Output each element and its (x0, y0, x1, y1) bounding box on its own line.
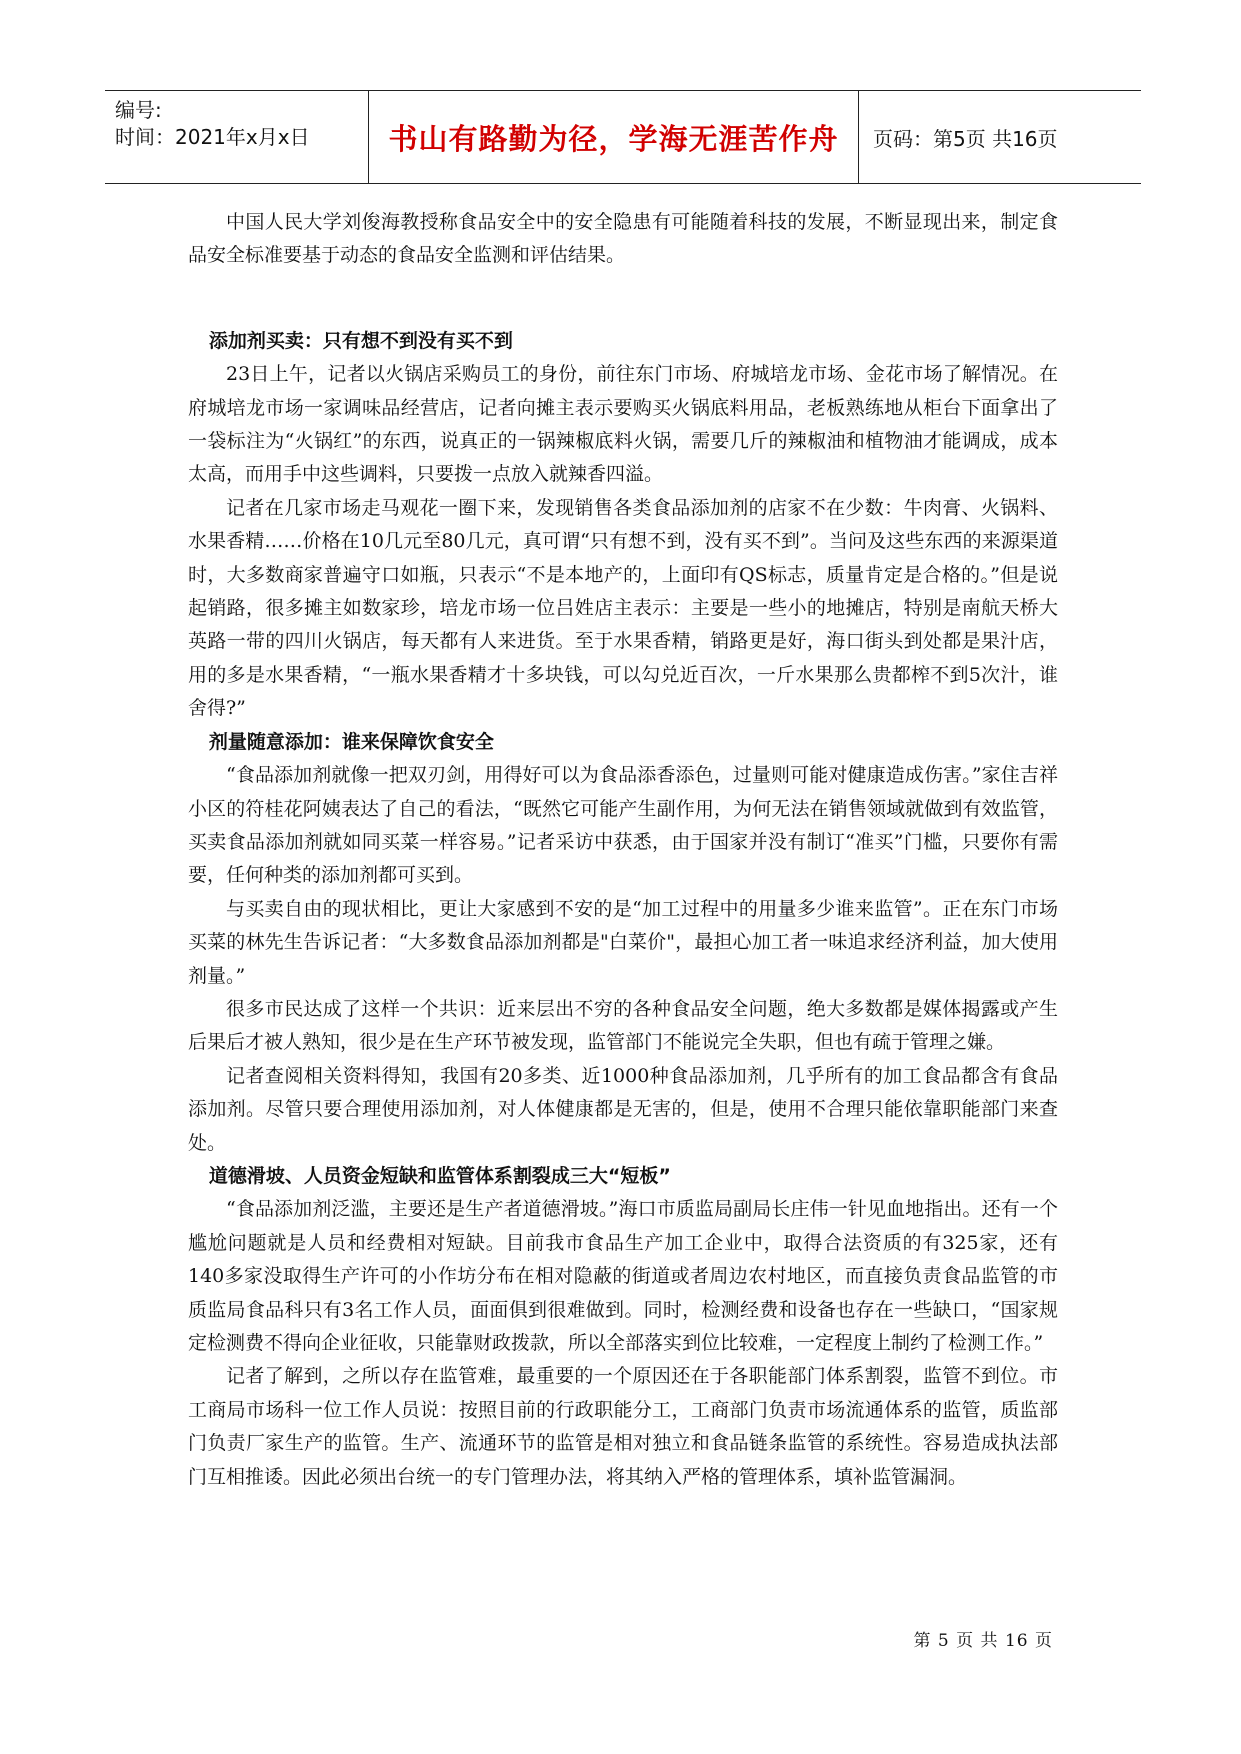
document-number-label: 编号: (115, 98, 162, 122)
paragraph: 23日上午，记者以火锅店采购员工的身份，前往东门市场、府城培龙市场、金花市场了解情况。在府城培龙市场一家调味品经营店，记者向摊主表示要购买火锅底料用品，老板熟练地从柜台下面拿出了一袋标注为“火锅红”的东西，说真正的一锅辣椒底料火锅，需要几斤的辣椒油和植物油才能调成，成本太高，而用手中这些调料，只要拨一点放入就辣香四溢。 (188, 363, 1058, 486)
paragraph: “食品添加剂泛滥，主要还是生产者道德滑坡。”海口市质监局副局长庄伟一针见血地指出。还有一个尴尬问题就是人员和经费相对短缺。目前我市食品生产加工企业中，取得合法资质的有325家，还有140多家没取得生产许可的小作坊分布在相对隐蔽的街道或者周边农村地区，而直接负责食品监管的市质监局食品科只有3名工作人员，面面俱到很难做到。同时，检测经费和设备也存在一些缺口，“国家规定检测费不得向企业征收，只能靠财政拨款，所以全部落实到位比较难，一定程度上制约了检测工作。” (188, 1198, 1058, 1354)
paragraph: 与买卖自由的现状相比，更让大家感到不安的是“加工过程中的用量多少谁来监管”。正在东门市场买菜的林先生告诉记者：“大多数食品添加剂都是"白菜价"，最担心加工者一味追求经济利益，加大使用剂量。” (188, 897, 1058, 987)
header-page-number: 页码：第5页 共16页 (873, 126, 1058, 151)
section-heading-shortcomings: 道德滑坡、人员资金短缺和监管体系割裂成三大“短板” (208, 1164, 671, 1187)
header-divider (858, 91, 859, 183)
paragraph: 记者了解到，之所以存在监管难，最重要的一个原因还在于各职能部门体系割裂，监管不到位。市工商局市场科一位工作人员说：按照目前的行政职能分工，工商部门负责市场流通体系的监管，质监部门负责厂家生产的监管。生产、流通环节的监管是相对独立和食品链条监管的系统性。容易造成执法部门互相推诿。因此必须出台统一的专门管理办法，将其纳入严格的管理体系，填补监管漏洞。 (188, 1365, 1058, 1488)
paragraph: 很多市民达成了这样一个共识：近来层出不穷的各种食品安全问题，绝大多数都是媒体揭露或产生后果后才被人熟知，很少是在生产环节被发现，监管部门不能说完全失职，但也有疏于管理之嫌。 (188, 997, 1058, 1054)
document-time-label: 时间：2021年x月x日 (115, 125, 310, 149)
header-motto: 书山有路勤为径，学海无涯苦作舟 (388, 121, 839, 156)
page-footer-number: 第 5 页 共 16 页 (913, 1631, 1053, 1651)
paragraph: 记者查阅相关资料得知，我国有20多类、近1000种食品添加剂，几乎所有的加工食品都含有食品添加剂。尽管只要合理使用添加剂，对人体健康都是无害的，但是，使用不合理只能依靠职能部门来查处。 (188, 1064, 1058, 1154)
paragraph: “食品添加剂就像一把双刃剑，用得好可以为食品添香添色，过量则可能对健康造成伤害。”家住吉祥小区的符桂花阿姨表达了自己的看法，“既然它可能产生副作用，为何无法在销售领域就做到有效监管，买卖食品添加剂就如同买菜一样容易。”记者采访中获悉，由于国家并没有制订“准买”门槛，只要你有需要，任何种类的添加剂都可买到。 (188, 764, 1058, 887)
section-heading-dosage: 剂量随意添加：谁来保障饮食安全 (208, 730, 494, 753)
paragraph: 记者在几家市场走马观花一圈下来，发现销售各类食品添加剂的店家不在少数：牛肉膏、火锅料、水果香精……价格在10几元至80几元，真可谓“只有想不到，没有买不到”。当问及这些东西的来源渠道时，大多数商家普遍守口如瓶，只表示“不是本地产的，上面印有QS标志，质量肯定是合格的。”但是说起销路，很多摊主如数家珍，培龙市场一位吕姓店主表示：主要是一些小的地摊店，特别是南航天桥大英路一带的四川火锅店，每天都有人来进货。至于水果香精，销路更是好，海口街头到处都是果汁店，用的多是水果香精，“一瓶水果香精才十多块钱，可以勾兑近百次，一斤水果那么贵都榨不到5次汁，谁舍得?” (188, 496, 1058, 720)
paragraph-intro: 中国人民大学刘俊海教授称食品安全中的安全隐患有可能随着科技的发展，不断显现出来，制定食品安全标准要基于动态的食品安全监测和评估结果。 (188, 211, 1058, 267)
page-header (105, 90, 1141, 184)
section-heading-additive-trade: 添加剂买卖：只有想不到没有买不到 (208, 329, 513, 352)
article-body (188, 206, 1058, 1494)
